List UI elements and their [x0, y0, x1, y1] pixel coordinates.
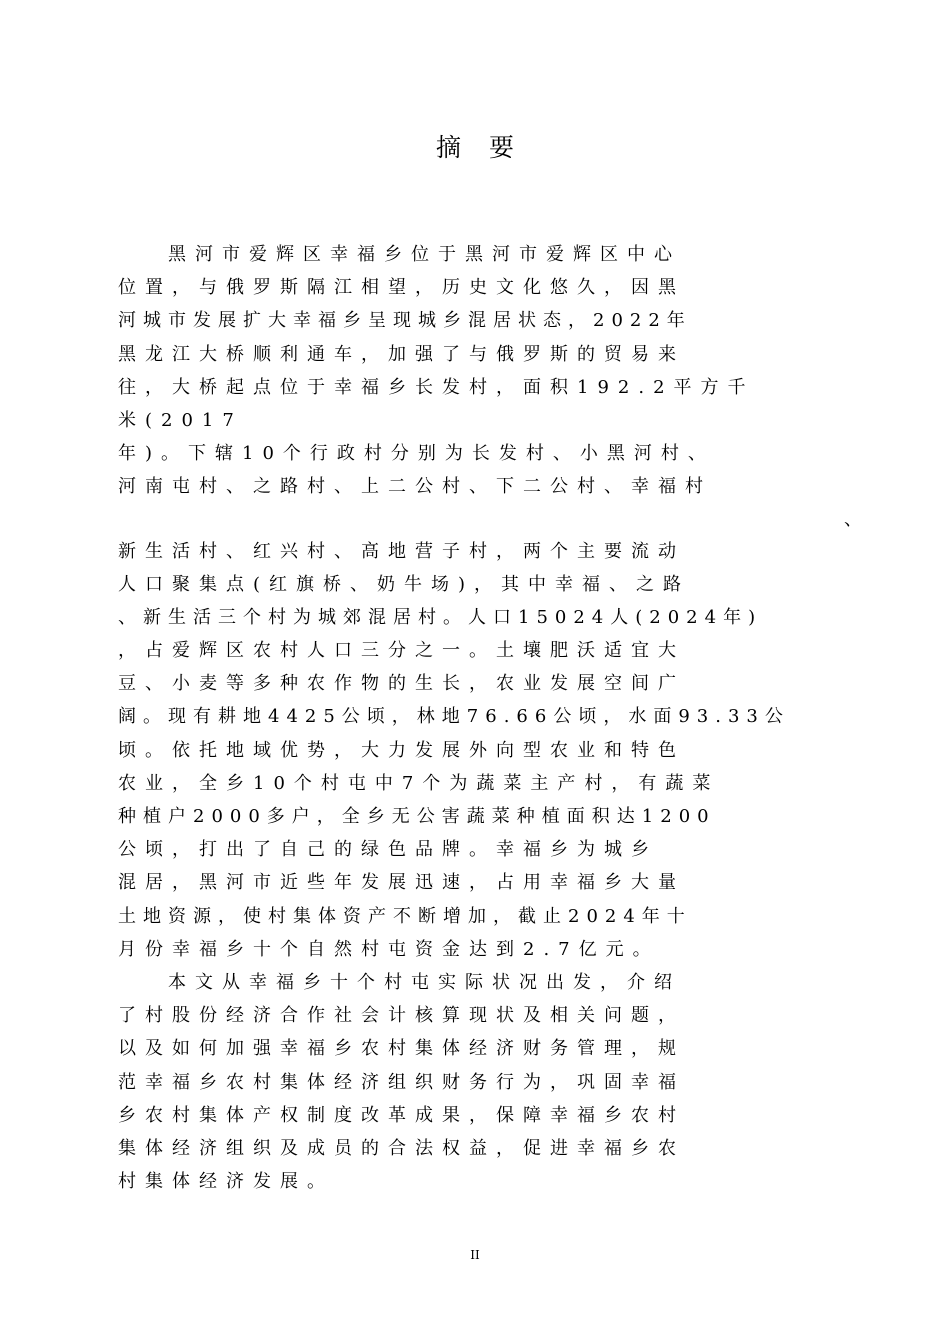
text-line: 土地资源，使村集体资产不断增加，截止2024年十	[118, 905, 692, 927]
page-title: 摘要	[435, 133, 542, 162]
page-number: II	[470, 1248, 480, 1262]
text-line: 河城市发展扩大幸福乡呈现城乡混居状态，2022年	[118, 310, 692, 332]
text-line: 集体经济组织及成员的合法权益，促进幸福乡农	[118, 1137, 685, 1159]
abstract-body	[118, 238, 862, 1198]
text-line: 混居，黑河市近些年发展迅速，占用幸福乡大量	[118, 872, 685, 894]
text-line: 以及如何加强幸福乡农村集体经济财务管理，规	[118, 1038, 685, 1060]
text-line: 、新生活三个村为城郊混居村。人口15024人(2024年)	[118, 606, 763, 628]
text-line: 新生活村、红兴村、高地营子村，两个主要流动	[118, 540, 685, 562]
text-line: 人口聚集点(红旗桥、奶牛场)，其中幸福、之路	[118, 573, 691, 595]
text-line: 月份幸福乡十个自然村屯资金达到2.7亿元。	[118, 938, 660, 960]
text-line: 了村股份经济合作社会计核算现状及相关问题，	[118, 1005, 685, 1027]
text-line: 阔。现有耕地4425公顷，林地76.66公顷，水面93.33公	[118, 706, 790, 728]
text-line: 河南屯村、之路村、上二公村、下二公村、幸福村	[118, 476, 712, 498]
text-line: 米(2017	[118, 409, 243, 431]
text-line: 种植户2000多户，全乡无公害蔬菜种植面积达1200	[118, 806, 716, 827]
text-line: 黑龙江大桥顺利通车，加强了与俄罗斯的贸易来	[118, 343, 685, 365]
text-line: ，占爱辉区农村人口三分之一。土壤肥沃适宜大	[118, 640, 685, 662]
text-line: 往，大桥起点位于幸福乡长发村，面积192.2平方千	[118, 376, 755, 398]
text-line: 范幸福乡农村集体经济组织财务行为，巩固幸福	[118, 1071, 685, 1093]
text-line: 农业，全乡10个村屯中7个为蔬菜主产村，有蔬菜	[118, 772, 720, 794]
text-line: 公顷，打出了自己的绿色品牌。幸福乡为城乡	[118, 839, 658, 861]
text-line: 年)。下辖10个行政村分别为长发村、小黑河村、	[118, 443, 715, 465]
text-line: 乡农村集体产权制度改革成果，保障幸福乡农村	[118, 1104, 685, 1126]
text-line: 豆、小麦等多种农作物的生长，农业发展空间广	[118, 673, 685, 695]
text-line: 位置，与俄罗斯隔江相望，历史文化悠久，因黑	[118, 277, 685, 299]
text-line: 村集体经济发展。	[118, 1171, 334, 1193]
text-line: 顷。依托地域优势，大力发展外向型农业和特色	[118, 739, 685, 761]
text-line: 黑河市爱辉区幸福乡位于黑河市爱辉区中心	[168, 244, 681, 265]
text-line: 、	[844, 508, 862, 530]
text-line: 本文从幸福乡十个村屯实际状况出发，介绍	[168, 971, 681, 993]
